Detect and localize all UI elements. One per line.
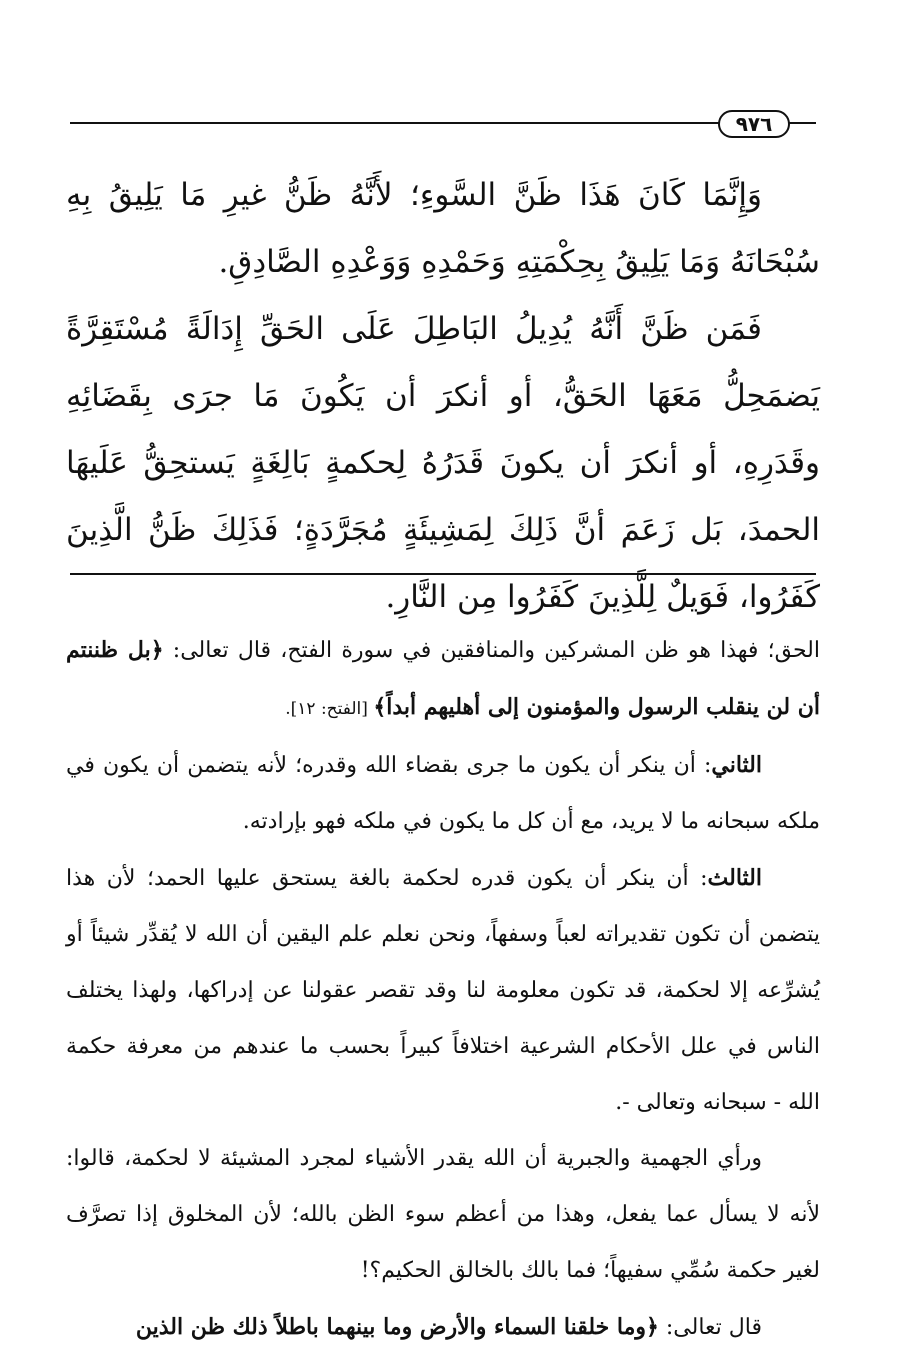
quran-verse-1: ﴿بل ظننتم أن لن ينقلب الرسول والمؤمنون إلى أهليهم أبداً﴾	[66, 637, 820, 720]
footnote-3-text: : أن ينكر أن يكون قدره لحكمة بالغة يستحق عليها الحمد؛ لأن هذا يتضمن أن تكون تقديراته لعباً وسفهاً، ونحن نعلم علم اليقين أن الله لا يُقدِّر شيئاً أو يُشرِّعه إلا لحكمة، قد تكون معلومة لنا وقد تقصر عقولنا عن إدراكها، ولهذا يختلف الناس في علل الأحكام الشرعية اختلافاً كبيراً بحسب ما عندهم من معرفة حكمة الله - سبحانه وتعالى -.	[66, 866, 820, 1115]
main-paragraph-1: وَإِنَّمَا كَانَ هَذَا ظَنَّ السَّوءِ؛ لأَنَّهُ ظَنُّ غيرِ مَا يَلِيقُ بِهِ سُبْحَانَهُ وَمَا يَلِيقُ بِحِكْمَتِهِ وَحَمْدِهِ وَوَعْدِهِ الصَّادِقِ.	[66, 177, 820, 280]
footnote-5-text: قال تعالى:	[658, 1315, 762, 1340]
page-number: ٩٧٦	[718, 110, 790, 138]
quran-verse-2: ﴿وما خلقنا السماء والأرض وما بينهما باطلاً ذلك ظن الذين	[135, 1314, 659, 1340]
main-paragraph-2: فَمَن ظَنَّ أَنَّهُ يُدِيلُ البَاطِلَ عَلَى الحَقِّ إِدَالَةً مُسْتَقِرَّةً يَضمَحِلُّ مَعَهَا الحَقُّ، أو أنكرَ أن يَكُونَ مَا جرَى بِقَضَائِهِ وقَدَرِهِ، أو أنكرَ أن يكونَ قَدَرُهُ لِحكمةٍ بَالِغَةٍ يَستحِقُّ عَلَيهَا الحمدَ، بَل زَعَمَ أنَّ ذَلِكَ لِمَشِيئَةٍ مُجَرَّدَةٍ؛ فَذَلِكَ ظَنُّ الَّذِينَ كَفَرُوا، فَوَيلٌ لِلَّذِينَ كَفَرُوا مِن النَّارِ.	[66, 311, 820, 615]
footnote-paragraph-4: ورأي الجهمية والجبرية أن الله يقدر الأشياء لمجرد المشيئة لا لحكمة، قالوا: لأنه لا يسأل عما يفعل، وهذا من أعظم سوء الظن بالله؛ لأن المخلوق إذا تصرَّف لغير حكمة سُمِّي سفيهاً؛ فما بالك بالخالق الحكيم؟!	[66, 1146, 820, 1283]
footnote-1-text: الحق؛ فهذا هو ظن المشركين والمنافقين في سورة الفتح، قال تعالى:	[163, 638, 820, 663]
footnote-separator	[70, 573, 816, 575]
header-rule	[70, 122, 816, 124]
verse-reference-1: [الفتح: ١٢].	[285, 699, 374, 719]
point-label-third: الثالث	[707, 865, 762, 891]
footnote-paragraph-2	[66, 737, 820, 850]
point-label-second: الثاني	[711, 752, 762, 778]
footnote-paragraph-5	[66, 1299, 820, 1356]
footnote-paragraph-1	[66, 622, 820, 737]
footnote-paragraph-3	[66, 850, 820, 1131]
main-text	[66, 162, 820, 631]
footnotes	[66, 622, 820, 1356]
footnote-2-text: : أن ينكر أن يكون ما جرى بقضاء الله وقدره؛ لأنه يتضمن أن يكون في ملكه سبحانه ما لا يريد، مع أن كل ما يكون في ملكه فهو بإرادته.	[66, 753, 820, 834]
